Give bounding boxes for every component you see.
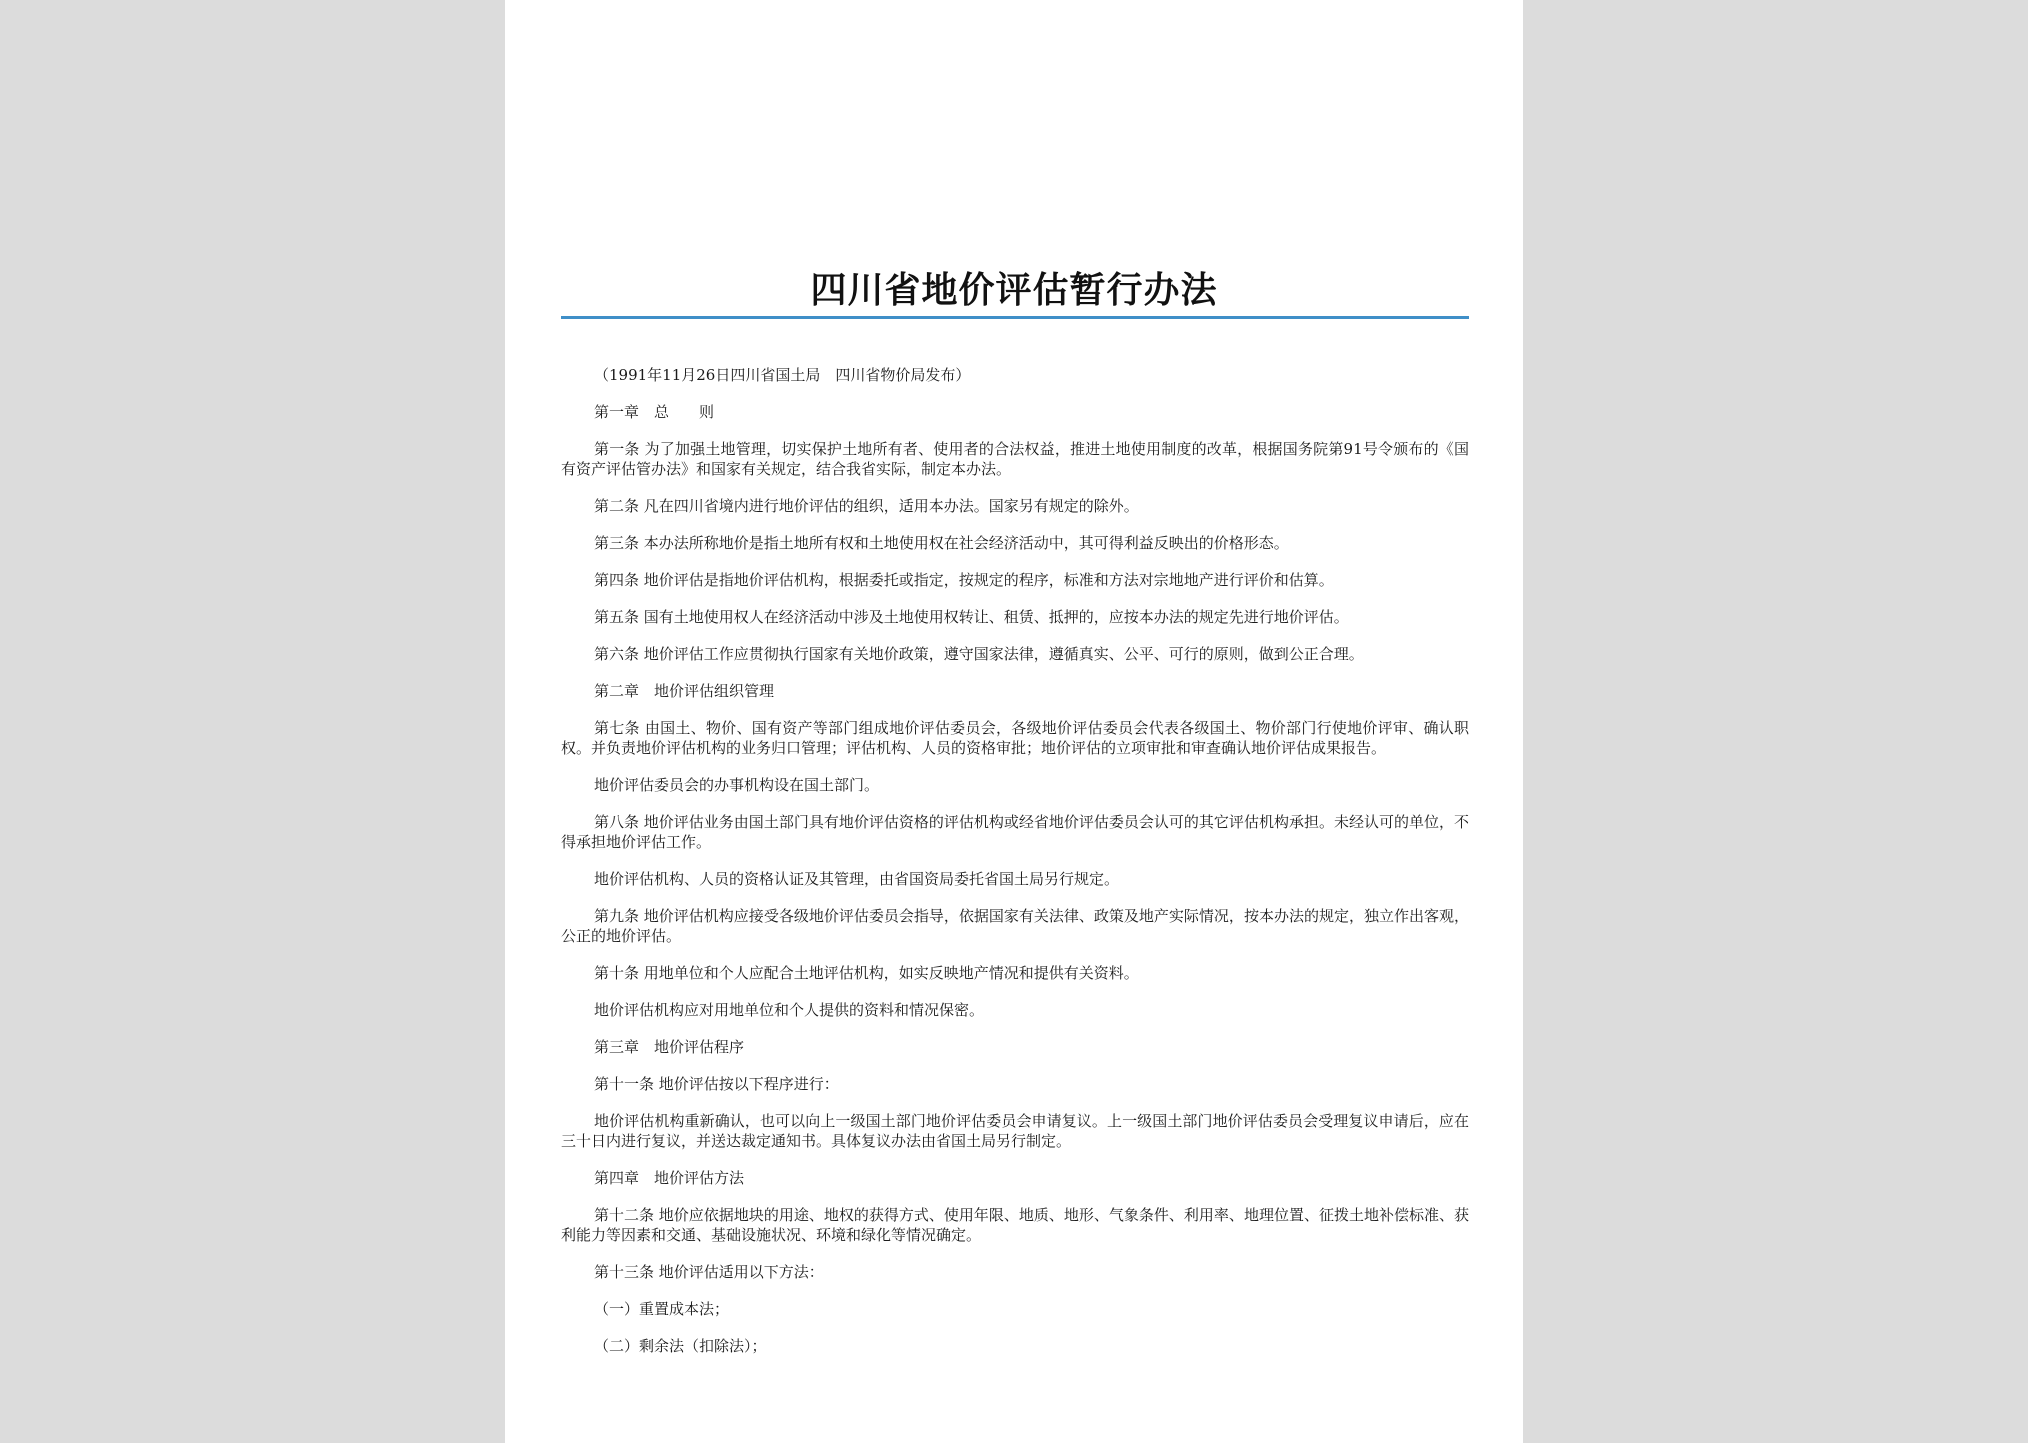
document-title: 四川省地价评估暂行办法 <box>810 269 1218 311</box>
article-paragraph: 第一条 为了加强土地管理，切实保护土地所有者、使用者的合法权益，推进土地使用制度的改革，根据国务院第91号令颁布的《国有资产评估管办法》和国家有关规定，结合我省实际，制定本办法。 <box>561 440 1469 478</box>
chapter-heading: 第二章 地价评估组织管理 <box>594 682 775 700</box>
title-divider <box>561 316 1469 319</box>
chapter-heading: 第一章 总 则 <box>594 403 715 421</box>
article-paragraph: 地价评估委员会的办事机构设在国土部门。 <box>594 776 880 794</box>
document-body <box>561 365 1469 1356</box>
article-paragraph: 第十二条 地价应依据地块的用途、地权的获得方式、使用年限、地质、地形、气象条件、利用率、地理位置、征拨土地补偿标准、获利能力等因素和交通、基础设施状况、环境和绿化等情况确定。 <box>561 1206 1469 1244</box>
article-paragraph: 第七条 由国土、物价、国有资产等部门组成地价评估委员会，各级地价评估委员会代表各级国土、物价部门行使地价评审、确认职权。并负责地价评估机构的业务归口管理；评估机构、人员的资格审批；地价评估的立项审批和审查确认地价评估成果报告。 <box>561 719 1469 757</box>
article-paragraph: 第五条 国有土地使用权人在经济活动中涉及土地使用权转让、租赁、抵押的，应按本办法的规定先进行地价评估。 <box>594 608 1349 626</box>
issuing-note: （1991年11月26日四川省国土局 四川省物价局发布） <box>594 366 971 384</box>
article-paragraph: 第四条 地价评估是指地价评估机构，根据委托或指定，按规定的程序，标准和方法对宗地地产进行评价和估算。 <box>594 571 1334 589</box>
chapter-heading: 第三章 地价评估程序 <box>594 1038 745 1056</box>
list-item: （二）剩余法（扣除法）； <box>594 1337 767 1355</box>
article-paragraph: 第十三条 地价评估适用以下方法： <box>594 1263 824 1281</box>
article-paragraph: 地价评估机构应对用地单位和个人提供的资料和情况保密。 <box>594 1001 985 1019</box>
article-paragraph: 第二条 凡在四川省境内进行地价评估的组织，适用本办法。国家另有规定的除外。 <box>594 497 1139 515</box>
article-paragraph: 第三条 本办法所称地价是指土地所有权和土地使用权在社会经济活动中，其可得利益反映出的价格形态。 <box>594 534 1289 552</box>
chapter-heading: 第四章 地价评估方法 <box>594 1169 745 1187</box>
document-page <box>505 0 1523 1443</box>
article-paragraph: 第六条 地价评估工作应贯彻执行国家有关地价政策，遵守国家法律，遵循真实、公平、可行的原则，做到公正合理。 <box>594 645 1364 663</box>
list-item: （一）重置成本法； <box>594 1300 730 1318</box>
article-paragraph: 第八条 地价评估业务由国土部门具有地价评估资格的评估机构或经省地价评估委员会认可的其它评估机构承担。未经认可的单位，不得承担地价评估工作。 <box>561 813 1469 851</box>
article-paragraph: 地价评估机构重新确认，也可以向上一级国土部门地价评估委员会申请复议。上一级国土部门地价评估委员会受理复议申请后，应在三十日内进行复议，并送达裁定通知书。具体复议办法由省国土局另行制定。 <box>561 1112 1469 1150</box>
article-paragraph: 第九条 地价评估机构应接受各级地价评估委员会指导，依据国家有关法律、政策及地产实际情况，按本办法的规定，独立作出客观，公正的地价评估。 <box>561 907 1469 945</box>
article-paragraph: 第十条 用地单位和个人应配合土地评估机构，如实反映地产情况和提供有关资料。 <box>594 964 1139 982</box>
article-paragraph: 第十一条 地价评估按以下程序进行： <box>594 1075 839 1093</box>
article-paragraph: 地价评估机构、人员的资格认证及其管理，由省国资局委托省国土局另行规定。 <box>594 870 1120 888</box>
